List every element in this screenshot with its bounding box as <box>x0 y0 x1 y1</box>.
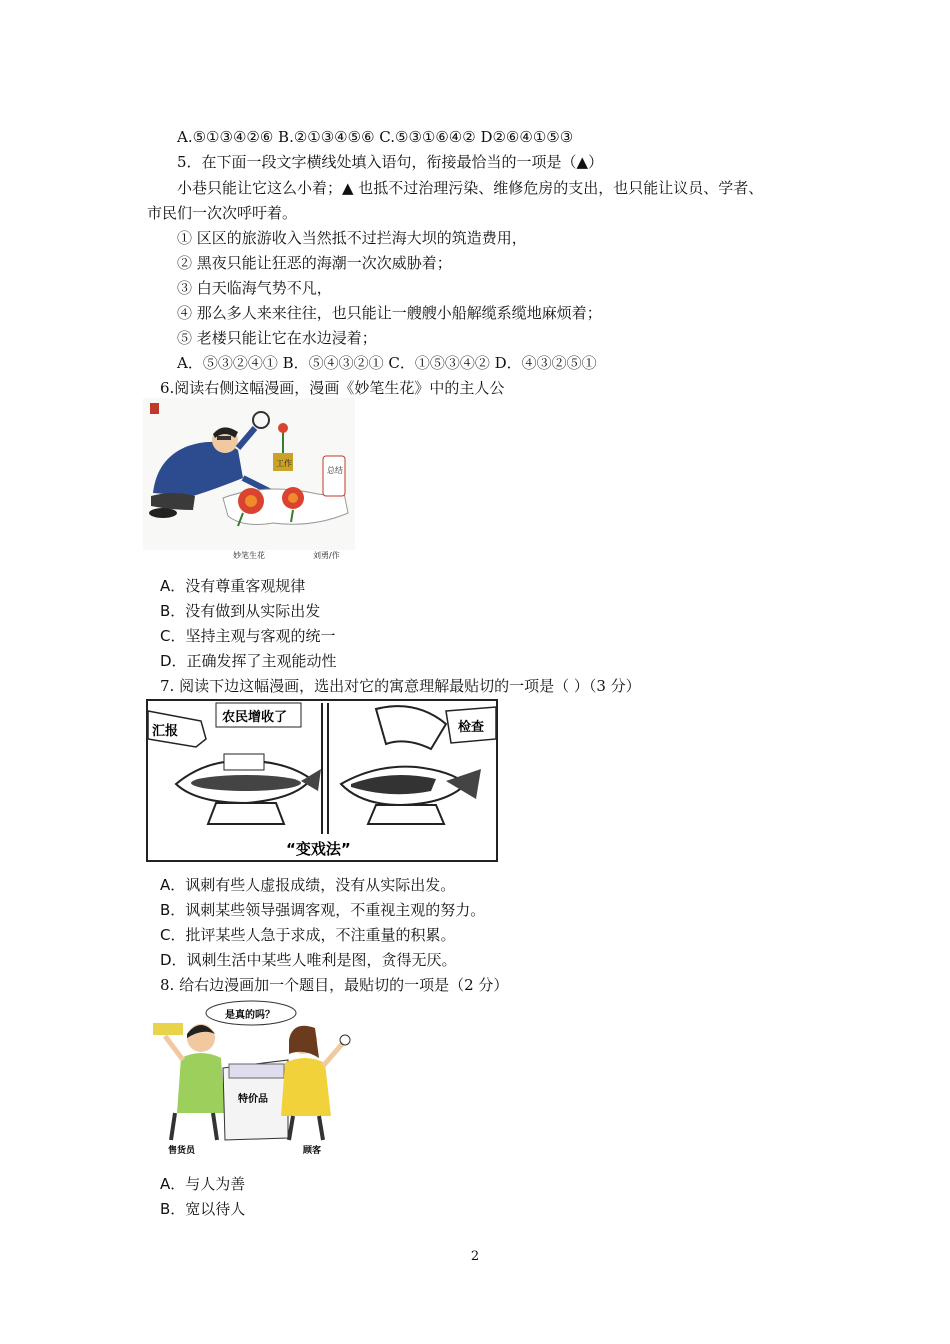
q7-option-b: B．讽刺某些领导强调客观，不重视主观的努力。 <box>160 901 486 919</box>
cartoon-salesperson-customer-icon <box>143 998 358 1158</box>
cartoon-fish-bowl-icon <box>146 699 498 862</box>
pot-label: 工作 <box>276 459 292 468</box>
q6-option-d: D．正确发挥了主观能动性 <box>160 652 337 670</box>
q4-options: A.⑤①③④②⑥ B.②①③④⑤⑥ C.⑤③①⑥④② D②⑥④①⑤③ <box>177 128 574 146</box>
cartoon-man-drawing-flowers-icon <box>143 398 355 562</box>
cartoon-title: “变戏法” <box>286 840 351 858</box>
cartoon-caption-author: 刘勇/作 <box>313 551 340 560</box>
q7-option-a: A．讽刺有些人虚报成绩，没有从实际出发。 <box>160 876 456 894</box>
salesperson-label: 售货员 <box>168 1146 196 1156</box>
page-number: 2 <box>470 1249 480 1264</box>
speech-bubble: 是真的吗？ <box>225 1010 275 1021</box>
q6-option-c: C．坚持主观与客观的统一 <box>160 627 336 645</box>
q6-option-a: A．没有尊重客观规律 <box>160 577 306 595</box>
q5-item-3: ③ 白天临海气势不凡， <box>177 279 332 297</box>
q5-item-4: ④ 那么多人来来往往，也只能让一艘艘小船解缆系缆地麻烦着； <box>177 304 602 322</box>
q5-options: A．⑤③②④① B．⑤④③②① C．①⑤③④② D．④③②⑤① <box>177 354 597 372</box>
q6-stem: 6.阅读右侧这幅漫画，漫画《妙笔生花》中的主人公 <box>160 379 505 397</box>
q8-option-b: B．宽以待人 <box>160 1200 246 1218</box>
q7-stem: 7. 阅读下边这幅漫画，选出对它的寓意理解最贴切的一项是（ ）（3 分） <box>160 677 641 695</box>
q8-option-a: A．与人为善 <box>160 1175 246 1193</box>
q7-option-c: C．批评某些人急于求成，不注重量的积累。 <box>160 926 456 944</box>
q5-stem: 5．在下面一段文字横线处填入语句，衔接最恰当的一项是（▲） <box>177 153 604 171</box>
left-hand-label: 汇报 <box>152 724 179 739</box>
right-hand-label: 检查 <box>458 720 485 735</box>
cartoon-caption-title: 妙笔生花 <box>233 551 265 560</box>
q6-option-b: B．没有做到从实际出发 <box>160 602 321 620</box>
q5-item-1: ① 区区的旅游收入当然抵不过拦海大坝的筑造费用， <box>177 229 527 247</box>
q5-item-5: ⑤ 老楼只能让它在水边浸着； <box>177 329 377 347</box>
q5-passage-line-2: 市民们一次次呼吁着。 <box>147 204 298 222</box>
q5-item-2: ② 黑夜只能让狂恶的海潮一次次威胁着； <box>177 254 452 272</box>
customer-label: 顾客 <box>303 1146 322 1156</box>
q5-passage-line-1: 小巷只能让它这么小着；▲ 也抵不过治理污染、维修危房的支出，也只能让议员、学者、 <box>177 179 764 197</box>
left-sign: 农民增收了 <box>222 710 288 725</box>
scroll-label: 总结 <box>327 466 343 475</box>
box-label: 特价品 <box>238 1094 268 1105</box>
q7-option-d: D．讽刺生活中某些人唯利是图，贪得无厌。 <box>160 951 457 969</box>
q8-stem: 8. 给右边漫画加一个题目，最贴切的一项是（2 分） <box>160 976 509 994</box>
